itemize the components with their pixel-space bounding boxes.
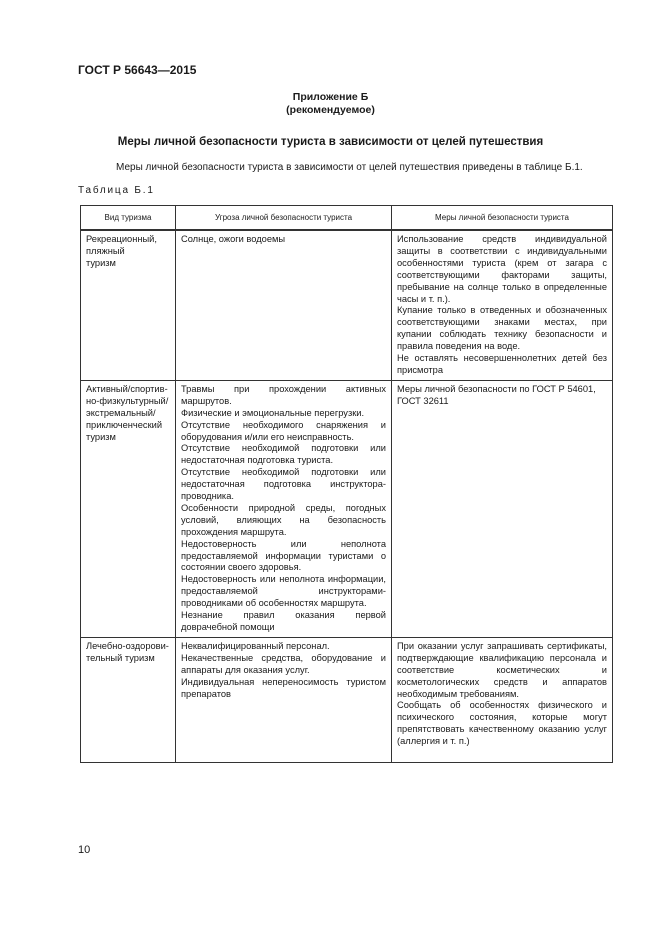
header-tourism-type: Вид туризма	[81, 206, 176, 231]
table-label: Таблица Б.1	[78, 185, 155, 196]
cell-paragraph: Неквалифицированный персонал.	[181, 640, 330, 651]
cell-line: туризм	[86, 257, 116, 268]
threat-cell	[176, 380, 392, 637]
table-header-row	[81, 206, 613, 231]
threat-cell	[176, 230, 392, 380]
intro-paragraph: Меры личной безопасности туриста в зависимости от целей путешествия приведены в таблице Б.1.	[116, 162, 583, 173]
cell-paragraph: Особенности природной среды, погодных условий, влияющих на безопасность прохождения маршрута.	[181, 502, 386, 537]
cell-paragraph: Физические и эмоциональные перегрузки.	[181, 407, 365, 418]
appendix-title: Приложение Б	[292, 91, 369, 103]
cell-paragraph: Сообщать об особенностях физического и психического состояния, которые могут препятствовать качественному оказанию услуг (аллергия и т. п.)	[397, 700, 607, 747]
cell-line: туризм	[86, 431, 116, 442]
measures-cell	[392, 637, 613, 762]
measures-cell	[392, 230, 613, 380]
header-threat: Угроза личной безопасности туриста	[176, 206, 392, 231]
cell-line: пляжный	[86, 245, 125, 256]
appendix-heading	[0, 91, 661, 117]
cell-paragraph: При оказании услуг запрашивать сертификаты, подтверждающие квалификацию персонала и соответствие косметических и косметологических средств и аппаратов необходимым требованиям.	[397, 640, 607, 699]
cell-paragraph: Купание только в отведенных и обозначенных соответствующими знаками местах, при купании соблюдать технику безопасности и правила поведения на воде.	[397, 305, 607, 352]
cell-line: Рекреационный,	[86, 234, 157, 244]
document-code: ГОСТ Р 56643—2015	[78, 63, 197, 77]
tourism-type-cell	[81, 637, 176, 762]
cell-paragraph: Отсутствие необходимой подготовки или недостаточная подготовка инструктора-проводника.	[181, 467, 386, 502]
cell-paragraph: Недостоверность или неполнота предоставляемой информации туристами о состоянии своего здоровья.	[181, 538, 386, 573]
tourism-type-cell	[81, 230, 176, 380]
cell-paragraph: Отсутствие необходимой подготовки или недостаточная подготовка туриста.	[181, 443, 386, 466]
cell-paragraph: Солнце, ожоги водоемы	[181, 234, 286, 244]
threat-cell	[176, 637, 392, 762]
measures-cell	[392, 380, 613, 637]
cell-line: экстремальный/	[86, 407, 156, 418]
cell-line: Лечебно-оздорови-	[86, 640, 169, 651]
table-row	[81, 380, 613, 637]
cell-paragraph: Не оставлять несовершеннолетних детей без присмотра	[397, 353, 607, 375]
cell-line: тельный туризм	[86, 652, 155, 663]
cell-paragraph: Некачественные средства, оборудование и аппараты для оказания услуг.	[181, 652, 386, 675]
appendix-subtitle: (рекомендуемое)	[286, 104, 375, 116]
cell-paragraph: Травмы при прохождении активных маршрутов.	[181, 383, 386, 406]
page-number: 10	[78, 844, 91, 856]
table-row	[81, 637, 613, 762]
cell-line: но-физкультурный/	[86, 395, 169, 406]
section-title: Меры личной безопасности туриста в зависимости от целей путешествия	[117, 136, 544, 148]
cell-paragraph: Индивидуальная непереносимость туристом препаратов	[181, 676, 386, 699]
cell-line: приключенческий	[86, 419, 163, 430]
cell-paragraph: Отсутствие необходимого снаряжения и оборудования и/или его неисправность.	[181, 419, 386, 442]
cell-paragraph: Недостоверность или неполнота информации, предоставляемой инструкторами-проводниками об особенностях маршрута.	[181, 574, 386, 609]
header-measures: Меры личной безопасности туриста	[392, 206, 613, 231]
tourism-type-cell	[81, 380, 176, 637]
safety-measures-table	[80, 205, 613, 763]
cell-paragraph: Незнание правил оказания первой доврачебной помощи	[181, 610, 386, 632]
cell-paragraph: Меры личной безопасности по ГОСТ Р 54601, ГОСТ 32611	[397, 383, 596, 406]
cell-paragraph: Использование средств индивидуальной защиты в соответствии с индивидуальными особенностями туриста (крем от загара с соответствующими факторами защиты, пребывание на солнце только в определенные часы и т. п.).	[397, 234, 607, 304]
cell-line: Активный/спортив-	[86, 383, 168, 394]
table-row	[81, 230, 613, 380]
